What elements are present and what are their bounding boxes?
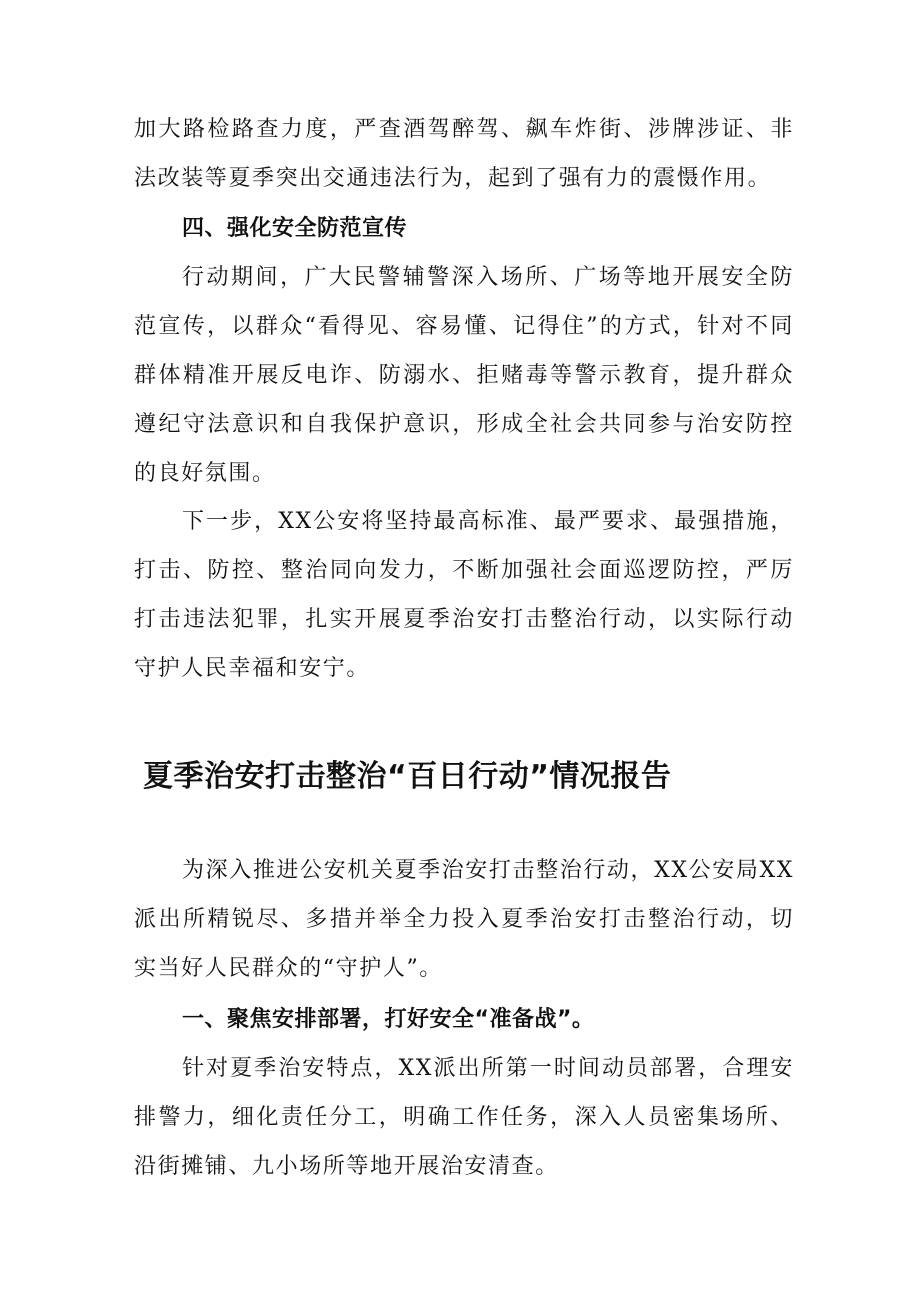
section-heading-4: 四、强化安全防范宣传 <box>182 216 408 241</box>
paragraph-next-step: 下一步，XX公安将坚持最高标准、最严要求、最强措施，打击、防控、整治同向发力，不断加强社会面巡逻防控，严厉打击违法犯罪，扎实开展夏季治安打击整治行动，以实际行动守护人民幸福和安宁。 <box>134 509 794 681</box>
paragraph-publicity: 行动期间，广大民警辅警深入场所、广场等地开展安全防范宣传，以群众“看得见、容易懂、记得住”的方式，针对不同群体精准开展反电诈、防溺水、拒赌毒等警示教育，提升群众遵纪守法意识和自我保护意识，形成全社会共同参与治安防控的良好氛围。 <box>134 265 794 486</box>
paragraph-intro: 为深入推进公安机关夏季治安打击整治行动，XX公安局XX派出所精锐尽、多措并举全力投入夏季治安打击整治行动，切实当好人民群众的“守护人”。 <box>134 858 794 981</box>
section-heading-1: 一、聚焦安排部署，打好安全“准备战”。 <box>182 1007 595 1032</box>
report-title: 夏季治安打击整治“百日行动”情况报告 <box>143 759 672 794</box>
paragraph-continued: 加大路检路查力度，严查酒驾醉驾、飙车炸街、涉牌涉证、非法改装等夏季突出交通违法行为，起到了强有力的震慑作用。 <box>134 117 794 191</box>
paragraph-deployment: 针对夏季治安特点，XX派出所第一时间动员部署，合理安排警力，细化责任分工，明确工作任务，深入人员密集场所、沿街摊铺、九小场所等地开展治安清查。 <box>134 1056 794 1179</box>
